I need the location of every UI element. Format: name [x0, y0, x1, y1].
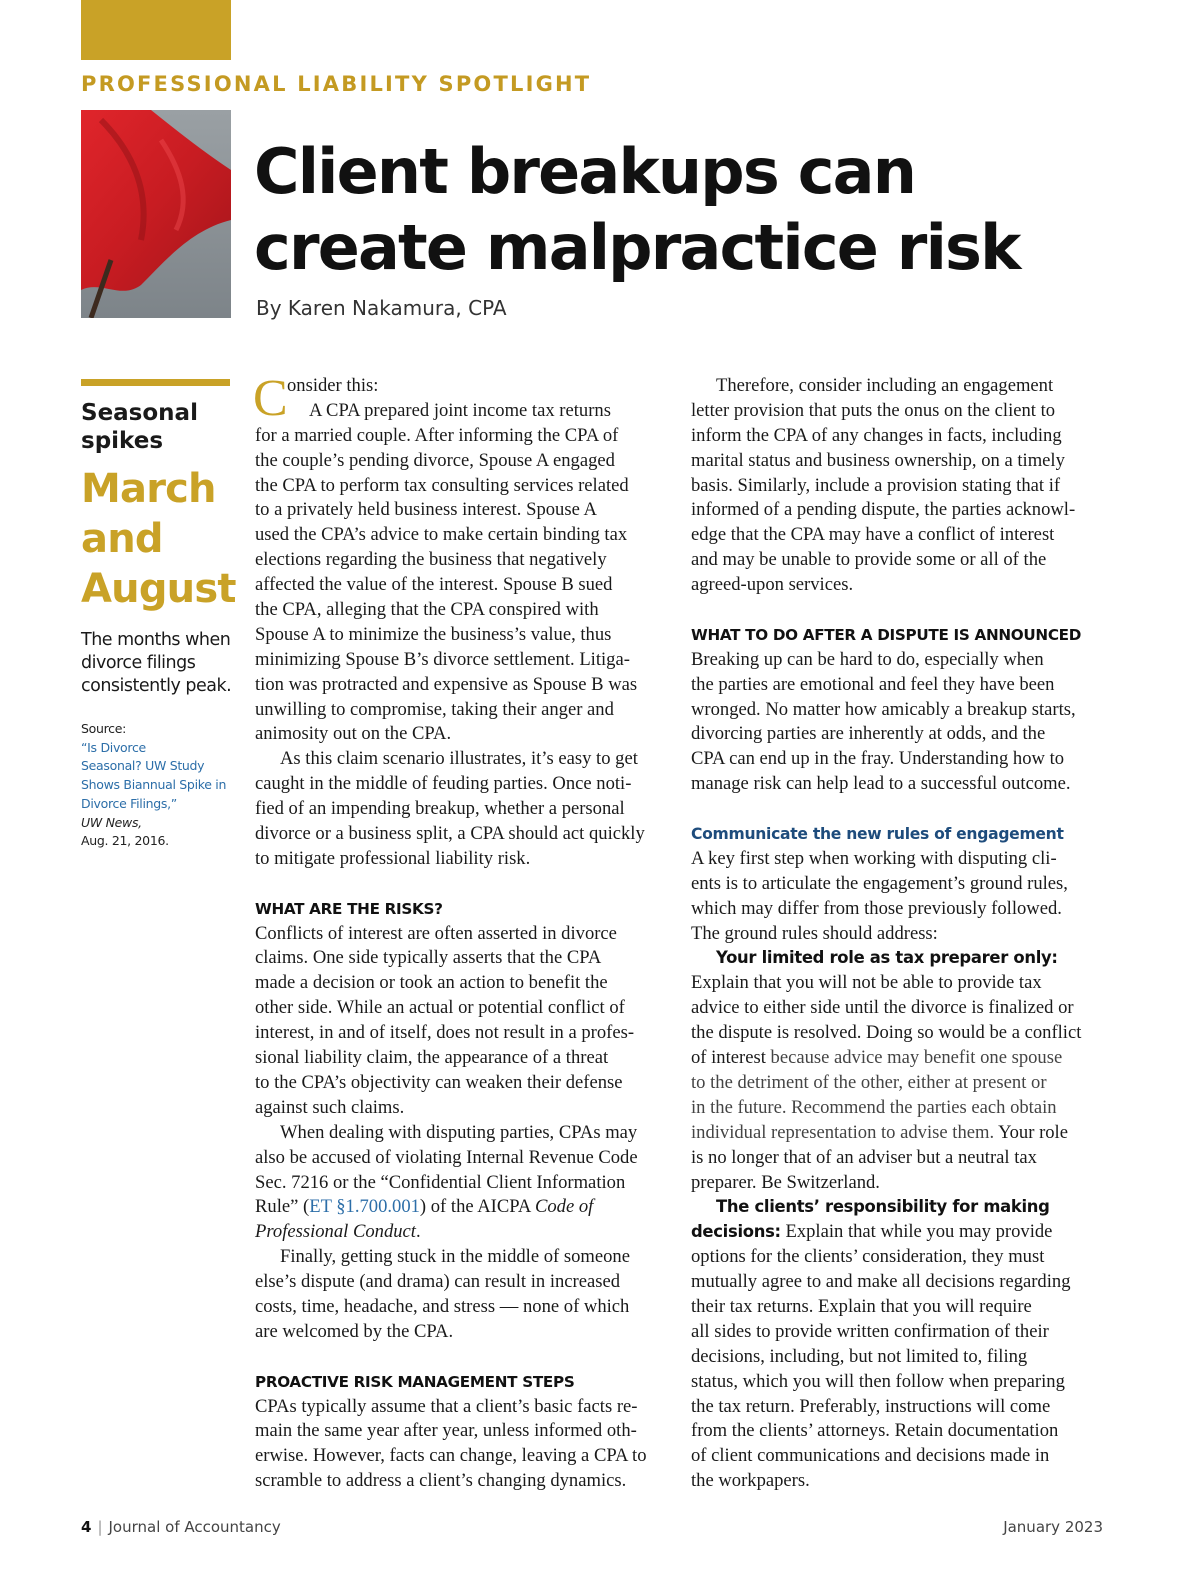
footer-separator: |	[97, 1518, 103, 1536]
et-reference-link[interactable]: ET §1.700.001	[309, 1196, 420, 1218]
sidebar-kicker-line: Seasonal	[81, 400, 198, 426]
body-line: marital status and business ownership, on a timely	[691, 449, 1065, 471]
section-heading: WHAT ARE THE RISKS?	[255, 899, 443, 918]
body-line: letter provision that puts the onus on the client to	[691, 399, 1056, 421]
body-text: Explain that while you may provide	[780, 1221, 1053, 1243]
body-line	[255, 1195, 675, 1220]
body-line: for a married couple. After informing the CPA of	[255, 424, 619, 446]
body-line: claims. One side typically asserts that the CPA	[255, 947, 602, 969]
body-line: caught in the middle of feuding parties. Once noti-	[255, 773, 632, 795]
subheading: Communicate the new rules of engagement	[691, 825, 1064, 844]
headline-line: create malpractice risk	[254, 211, 1020, 284]
section-heading: PROACTIVE RISK MANAGEMENT STEPS	[255, 1372, 575, 1391]
body-italic: Code of	[534, 1196, 594, 1218]
top-accent-bar	[81, 0, 231, 60]
page-footer	[81, 1518, 1103, 1540]
red-flag-photo	[81, 110, 231, 318]
body-line: Spouse A to minimize the business’s value, thus	[255, 623, 612, 645]
body-line: affected the value of the interest. Spouse B sued	[255, 574, 613, 596]
body-line: costs, time, headache, and stress — none of which	[255, 1295, 630, 1317]
body-line: options for the clients’ consideration, they must	[691, 1246, 1045, 1268]
section-label: PROFESSIONAL LIABILITY SPOTLIGHT	[81, 72, 592, 96]
body-line: the dispute is resolved. Doing so would be a conflict	[691, 1022, 1082, 1044]
body-line: A CPA prepared joint income tax returns	[309, 399, 611, 421]
body-line: divorce or a business split, a CPA should act quickly	[255, 823, 645, 845]
body-line: onsider this:	[287, 375, 379, 396]
body-line: wronged. No matter how amicably a breakup starts,	[691, 698, 1076, 720]
body-line: Explain that you will not be able to provide tax	[691, 972, 1042, 994]
sidebar-kicker-line: spikes	[81, 428, 164, 454]
sidebar-description-line: consistently peak.	[81, 676, 232, 696]
body-text: because advice may benefit one spouse	[770, 1047, 1063, 1069]
body-line: sional liability claim, the appearance of a threat	[255, 1047, 609, 1069]
body-line: Breaking up can be hard to do, especially when	[691, 648, 1044, 670]
body-line: scramble to address a client’s changing dynamics.	[255, 1470, 627, 1492]
body-text: of interest	[691, 1047, 771, 1069]
publication-name: Journal of Accountancy	[108, 1518, 281, 1536]
body-line: Finally, getting stuck in the middle of someone	[280, 1246, 630, 1268]
body-line	[691, 1195, 1111, 1220]
body-line: to the CPA’s objectivity can weaken their defense	[255, 1071, 623, 1093]
body-line: tion was protracted and expensive as Spouse B was	[255, 673, 638, 695]
body-line: made a decision or took an action to benefit the	[255, 972, 608, 994]
body-line: and may be unable to provide some or all of the	[691, 549, 1047, 571]
body-line: the tax return. Preferably, instructions will come	[691, 1395, 1051, 1417]
source-link[interactable]: Divorce Filings,”	[81, 795, 177, 811]
body-line: Therefore, consider including an engagement	[716, 375, 1054, 396]
body-line: the parties are emotional and feel they have been	[691, 673, 1055, 695]
sidebar-source	[81, 720, 251, 851]
body-line: inform the CPA of any changes in facts, including	[691, 424, 1062, 446]
body-line: the couple’s pending divorce, Spouse A engaged	[255, 449, 615, 471]
body-line: CPAs typically assume that a client’s basic facts re-	[255, 1395, 638, 1417]
body-line: CPA can end up in the fray. Understanding how to	[691, 748, 1065, 770]
body-line: in the future. Recommend the parties each obtain	[691, 1096, 1057, 1118]
drop-cap: C	[253, 370, 288, 427]
body-line	[691, 1121, 1111, 1146]
body-line: also be accused of violating Internal Revenue Code	[255, 1146, 638, 1168]
sidebar-rule	[81, 379, 230, 386]
body-line: edge that the CPA may have a conflict of interest	[691, 524, 1055, 546]
body-line: Sec. 7216 or the “Confidential Client Information	[255, 1171, 626, 1193]
sidebar-description-line: divorce filings	[81, 653, 196, 673]
body-line	[691, 1220, 1111, 1245]
section-heading: WHAT TO DO AFTER A DISPUTE IS ANNOUNCED	[691, 625, 1082, 644]
body-line: mutually agree to and make all decisions regarding	[691, 1271, 1071, 1293]
body-line: animosity out on the CPA.	[255, 723, 452, 745]
body-line: informed of a pending dispute, the parties acknowl-	[691, 499, 1076, 521]
source-link[interactable]: Shows Biannual Spike in	[81, 777, 227, 793]
body-line: When dealing with disputing parties, CPAs may	[280, 1121, 638, 1143]
sidebar-description	[81, 629, 251, 698]
body-line: The ground rules should address:	[691, 922, 938, 944]
body-line: erwise. However, facts can change, leaving a CPA to	[255, 1445, 647, 1467]
article-column-1	[253, 370, 675, 1494]
source-link[interactable]: Seasonal? UW Study	[81, 758, 205, 774]
body-line: A key first step when working with disputing cli-	[691, 847, 1057, 869]
body-text: .	[415, 1221, 421, 1243]
run-in-lead: decisions:	[691, 1222, 781, 1242]
issue-date: January 2023	[1003, 1518, 1103, 1536]
body-line: other side. While an actual or potential conflict of	[255, 997, 625, 1019]
sidebar-highlight-line: August	[81, 566, 236, 612]
body-text: Rule” (	[255, 1196, 310, 1218]
body-line: minimizing Spouse B’s divorce settlement. Litiga-	[255, 648, 630, 670]
source-publication: UW News,	[81, 814, 142, 830]
body-line: elections regarding the business that negatively	[255, 549, 607, 571]
body-line: the CPA, alleging that the CPA conspired with	[255, 599, 599, 621]
body-line: is no longer that of an adviser but a neutral tax	[691, 1146, 1037, 1168]
body-line: basis. Similarly, include a provision stating that if	[691, 474, 1061, 496]
body-line: main the same year after year, unless informed oth-	[255, 1420, 637, 1442]
body-line: else’s dispute (and drama) can result in increased	[255, 1271, 621, 1293]
article-headline	[254, 134, 1154, 286]
body-line: the CPA to perform tax consulting services related	[255, 474, 629, 496]
body-line: divorcing parties are inherently at odds, and the	[691, 723, 1046, 745]
body-line: fied of an impending breakup, whether a personal	[255, 798, 625, 820]
body-line: interest, in and of itself, does not result in a profes-	[255, 1022, 635, 1044]
article-column-2	[691, 374, 1111, 1494]
headline-line: Client breakups can	[254, 135, 916, 208]
body-line: decisions, including, but not limited to, filing	[691, 1345, 1028, 1367]
source-link[interactable]: “Is Divorce	[81, 739, 146, 755]
body-line: to mitigate professional liability risk.	[255, 847, 531, 869]
source-date: Aug. 21, 2016.	[81, 833, 169, 849]
body-line: advice to either side until the divorce is finalized or	[691, 997, 1074, 1019]
body-line	[255, 1220, 675, 1245]
body-line: to the detriment of the other, either at present or	[691, 1071, 1047, 1093]
source-label: Source:	[81, 721, 127, 736]
body-line: agreed-upon services.	[691, 574, 854, 596]
body-line	[691, 1046, 1111, 1071]
body-line: of client communications and decisions made in	[691, 1445, 1050, 1467]
body-line: preparer. Be Switzerland.	[691, 1171, 880, 1193]
body-text: individual representation to advise them.	[691, 1121, 995, 1143]
body-line	[691, 946, 1111, 971]
body-line: from the clients’ attorneys. Retain documentation	[691, 1420, 1059, 1442]
body-line: As this claim scenario illustrates, it’s easy to get	[280, 748, 638, 770]
sidebar-description-line: The months when	[81, 630, 231, 650]
body-line: their tax returns. Explain that you will require	[691, 1295, 1032, 1317]
body-text: Your role	[994, 1121, 1068, 1143]
sidebar-highlight-line: and	[81, 516, 163, 562]
byline: By Karen Nakamura, CPA	[256, 296, 507, 320]
body-line: unwilling to compromise, taking their anger and	[255, 698, 614, 720]
body-line: against such claims.	[255, 1096, 405, 1118]
body-text: ) of the AICPA	[419, 1196, 535, 1218]
body-line: status, which you will then follow when preparing	[691, 1370, 1065, 1392]
run-in-lead: The clients’ responsibility for making	[716, 1197, 1050, 1217]
body-line: Conflicts of interest are often asserted in divorce	[255, 922, 617, 944]
body-line: are welcomed by the CPA.	[255, 1320, 454, 1342]
run-in-lead: Your limited role as tax preparer only:	[716, 948, 1058, 968]
body-line: which may differ from those previously followed.	[691, 897, 1062, 919]
sidebar-highlight-line: March	[81, 466, 216, 512]
body-line: the workpapers.	[691, 1470, 810, 1492]
body-line: used the CPA’s advice to make certain binding tax	[255, 524, 628, 546]
body-line: ents is to articulate the engagement’s ground rules,	[691, 872, 1068, 894]
page-number: 4	[81, 1518, 92, 1536]
sidebar-highlight	[81, 464, 251, 614]
body-line: manage risk can help lead to a successful outcome.	[691, 773, 1071, 795]
body-line: to a privately held business interest. Spouse A	[255, 499, 597, 521]
body-italic: Professional Conduct	[255, 1221, 416, 1243]
sidebar-kicker	[81, 399, 241, 455]
body-line: all sides to provide written confirmation of their	[691, 1320, 1049, 1342]
